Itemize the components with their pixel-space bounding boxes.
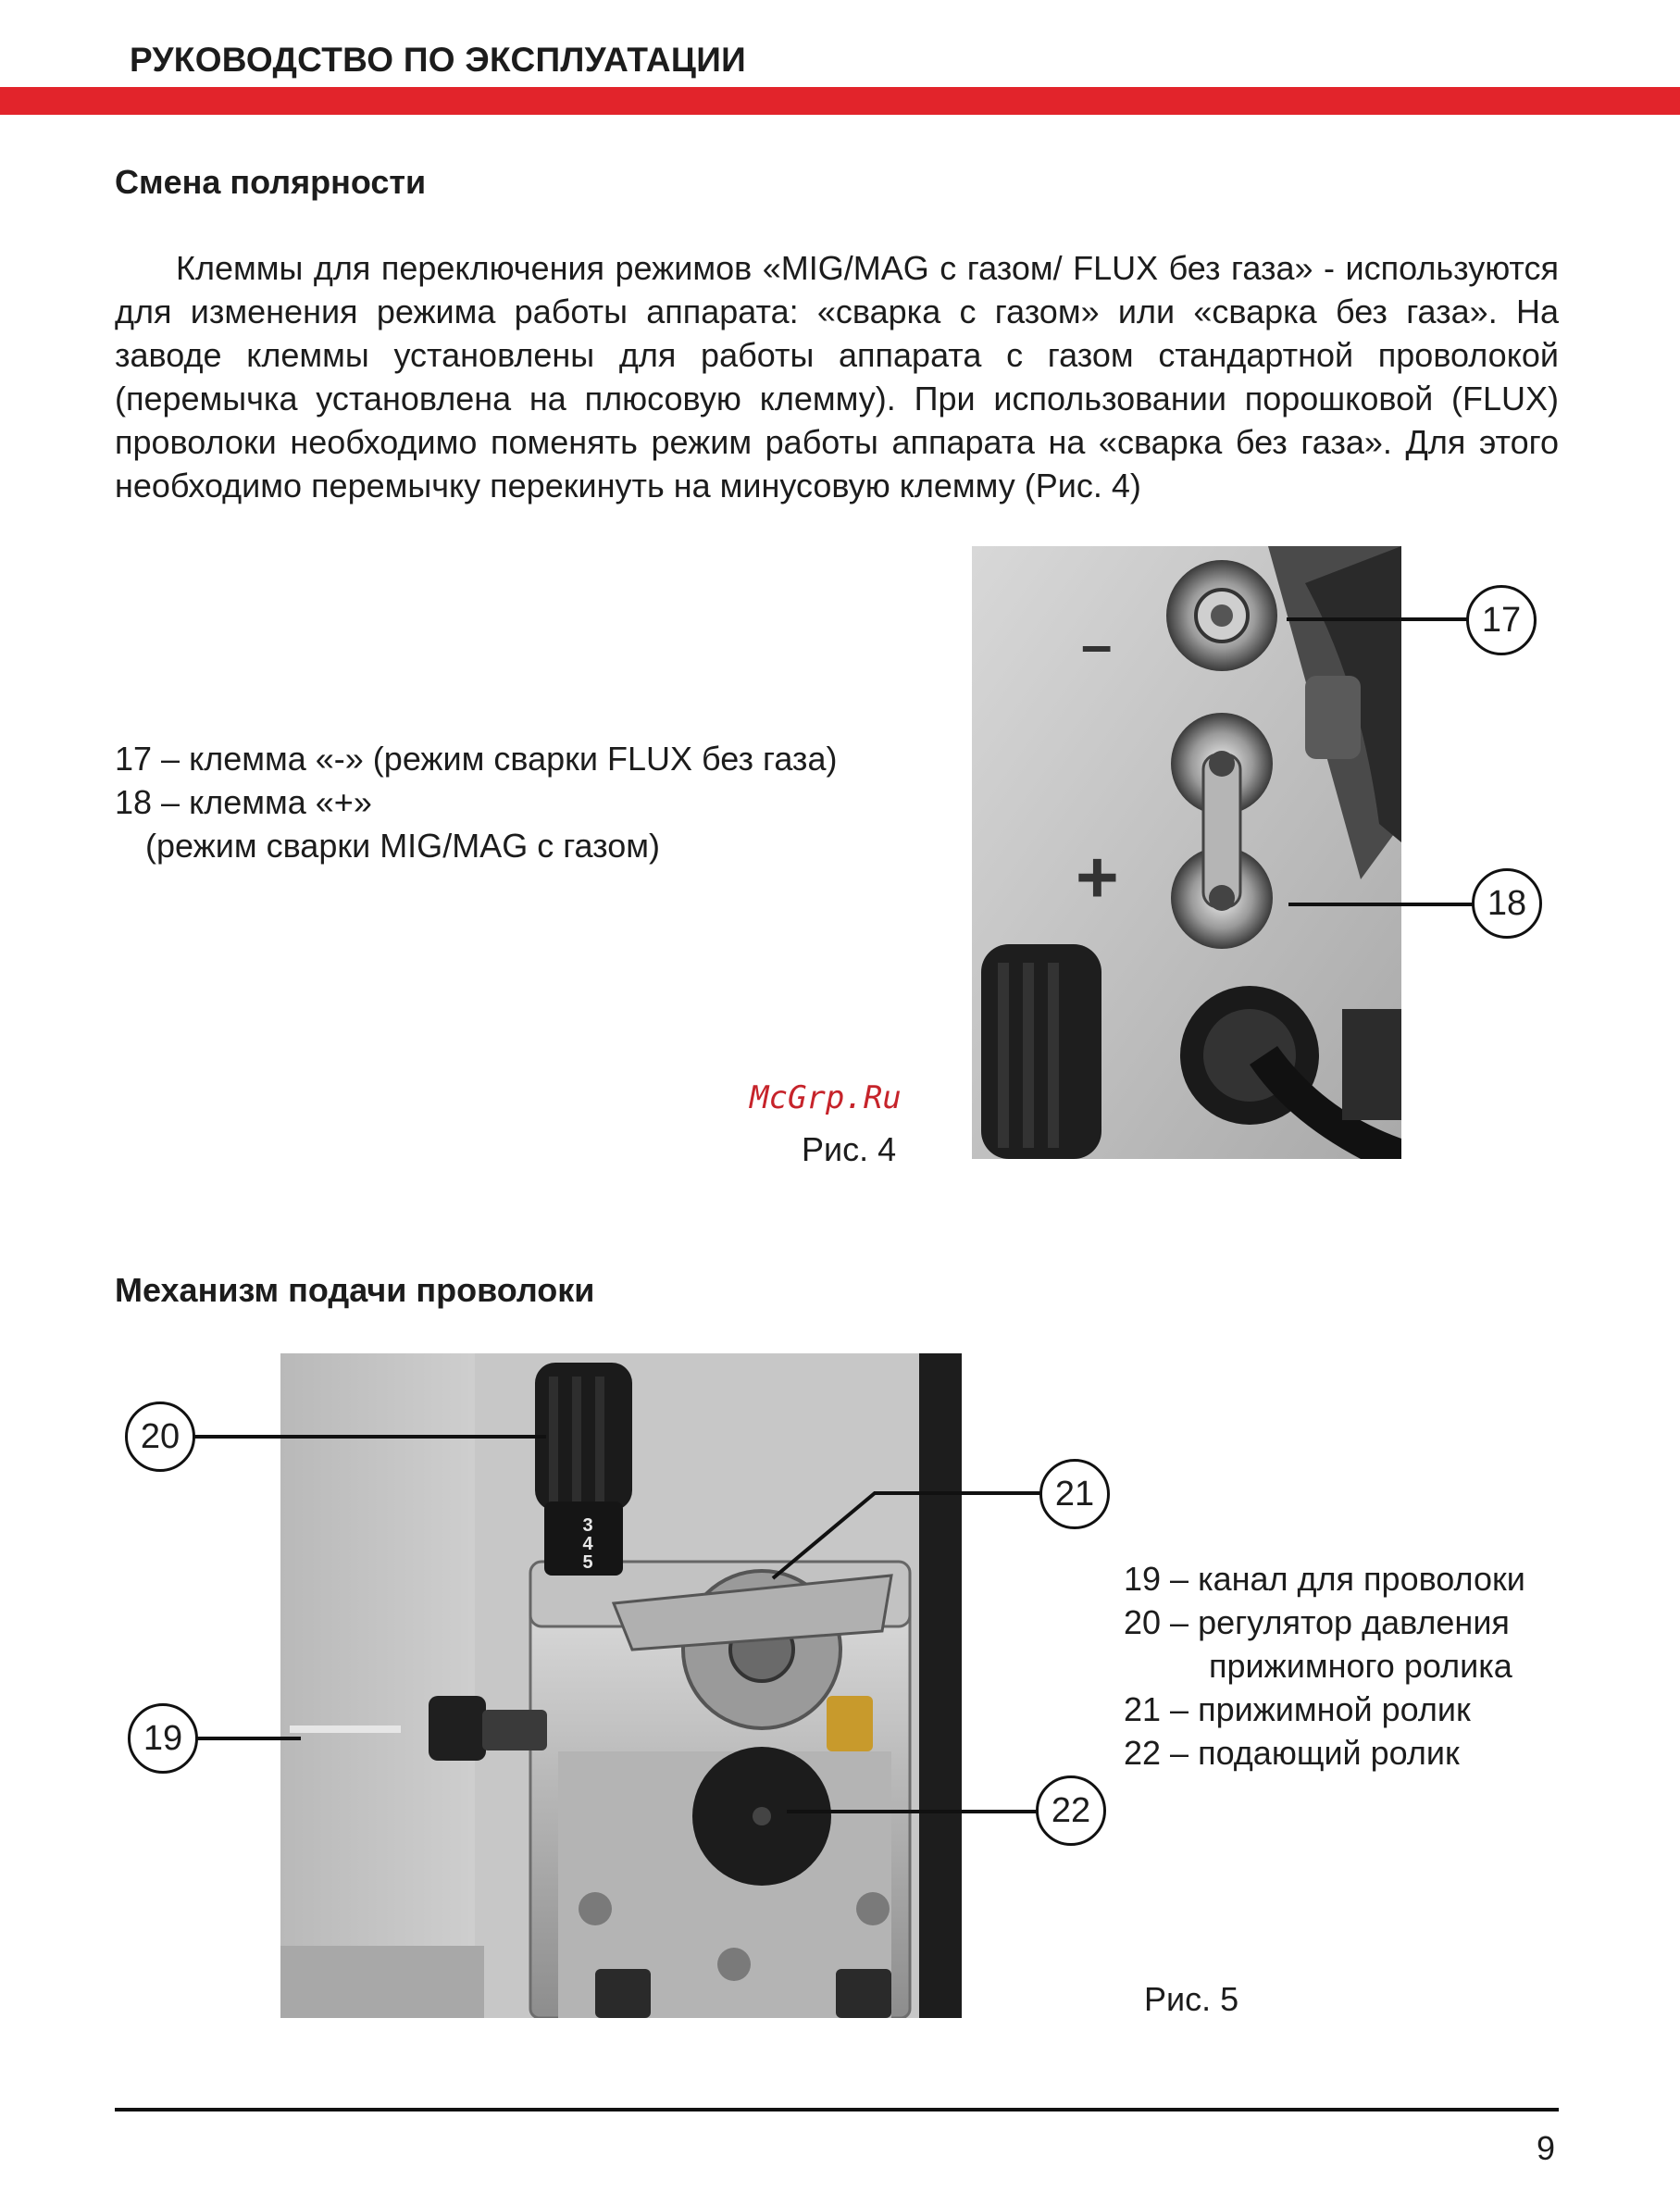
document-header-title: РУКОВОДСТВО ПО ЭКСПЛУАТАЦИИ — [130, 41, 747, 79]
legend-item-20-cont: прижимного ролика — [1209, 1647, 1512, 1685]
section-heading-polarity: Смена полярности — [115, 163, 427, 201]
figure-5-photo — [280, 1353, 962, 2018]
header-red-bar — [0, 87, 1680, 115]
legend-item-21: 21 – прижимной ролик — [1124, 1690, 1471, 1728]
wire-feeder-illustration — [280, 1353, 962, 2018]
minus-terminal-sign: – — [1081, 614, 1113, 676]
legend-item-18: 18 – клемма «+» — [115, 783, 372, 821]
legend-item-22: 22 – подающий ролик — [1124, 1734, 1460, 1772]
watermark: McGrp.Ru — [750, 1079, 902, 1116]
knob-marking-right: 4 — [582, 1534, 593, 1554]
callout-18-leader — [1288, 903, 1474, 906]
callout-18: 18 — [1472, 868, 1542, 939]
page-number: 9 — [1537, 2129, 1556, 2167]
legend-item-20: 20 – регулятор давления — [1124, 1603, 1510, 1641]
legend-item-19: 19 – канал для проволоки — [1124, 1560, 1525, 1598]
callout-17: 17 — [1466, 585, 1537, 655]
knob-marking-top: 3 — [582, 1515, 593, 1536]
legend-item-17: 17 – клемма «-» (режим сварки FLUX без газа) — [115, 740, 838, 778]
figure-4-caption: Рис. 4 — [802, 1130, 897, 1168]
callout-19-leader — [197, 1737, 301, 1740]
callout-21: 21 — [1039, 1459, 1110, 1529]
section-heading-wire-feed: Механизм подачи проволоки — [115, 1271, 595, 1309]
callout-20-leader — [194, 1435, 546, 1439]
callout-20: 20 — [125, 1401, 195, 1472]
figure-4-photo — [972, 546, 1401, 1159]
callout-22: 22 — [1036, 1775, 1106, 1846]
callout-19: 19 — [128, 1703, 198, 1774]
plus-terminal-sign: + — [1076, 836, 1119, 918]
footer-rule — [115, 2108, 1559, 2112]
knob-marking-bottom: 5 — [582, 1552, 593, 1573]
knob-scale-marking — [569, 1516, 606, 1572]
figure-5-caption: Рис. 5 — [1144, 1980, 1239, 2018]
terminals-illustration — [972, 546, 1401, 1159]
callout-17-leader — [1287, 617, 1468, 621]
polarity-paragraph: Клеммы для переключения режимов «MIG/MAG с газом/ FLUX без газа» - используются для изменения режима работы аппарата: «сварка с газом» или «сварка без газа». На заводе клеммы установлены для работы аппарата с газом стандартной проволокой (перемычка установлена на плюсовую клемму). При использовании порошковой (FLUX) проволоки необходимо поменять режим работы аппарата на «сварка без газа». Для этого необходимо перемычку перекинуть на минусовую клемму (Рис. 4) — [115, 249, 1559, 505]
legend-item-18-mode: (режим сварки MIG/MAG с газом) — [145, 827, 661, 865]
callout-22-leader — [787, 1810, 1039, 1813]
callout-21-leader — [759, 1486, 1046, 1588]
